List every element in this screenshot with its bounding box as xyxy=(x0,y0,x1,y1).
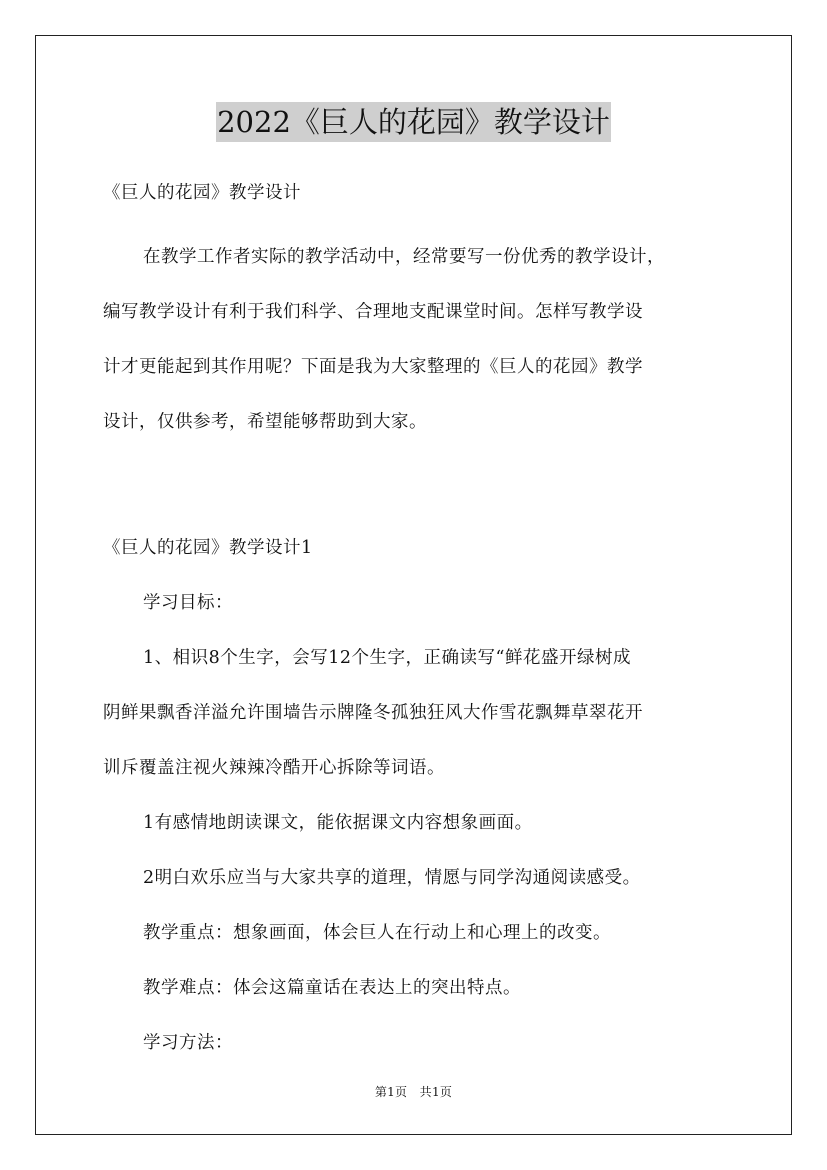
spacer xyxy=(103,450,743,521)
goal-1-line: 阴鲜果飘香洋溢允许围墙告示牌隆冬孤独狂风大作雪花飘舞草翠花开 xyxy=(103,703,643,723)
goal-1 xyxy=(103,631,743,796)
title-container xyxy=(0,102,827,142)
section-heading: 《巨人的花园》教学设计1 xyxy=(103,538,313,558)
goals-label: 学习目标： xyxy=(143,593,233,613)
intro-line: 设计，仅供参考，希望能够帮助到大家。 xyxy=(103,412,427,432)
intro-paragraph xyxy=(103,230,743,450)
document-title: 2022《巨人的花园》教学设计 xyxy=(216,102,611,142)
intro-line: 计才更能起到其作用呢？下面是我为大家整理的《巨人的花园》教学 xyxy=(103,357,643,377)
goal-3: 2明白欢乐应当与大家共享的道理，情愿与同学沟通阅读感受。 xyxy=(143,868,641,888)
key-point: 教学重点：想象画面，体会巨人在行动上和心理上的改变。 xyxy=(143,923,611,943)
document-body xyxy=(103,174,743,1071)
goal-1-line: 训斥覆盖注视火辣辣冷酷开心拆除等词语。 xyxy=(103,758,445,778)
intro-line: 在教学工作者实际的教学活动中，经常要写一份优秀的教学设计， xyxy=(143,247,665,267)
goal-1-line: 1、相识8个生字，会写12个生字，正确读写“鲜花盛开绿树成 xyxy=(143,648,631,668)
page-number: 第1页 共1页 xyxy=(374,1085,453,1099)
methods-label: 学习方法： xyxy=(143,1033,233,1053)
goal-2: 1有感情地朗读课文，能依据课文内容想象画面。 xyxy=(143,813,533,833)
difficulty: 教学难点：体会这篇童话在表达上的突出特点。 xyxy=(143,978,521,998)
page-footer xyxy=(0,1083,827,1100)
intro-heading: 《巨人的花园》教学设计 xyxy=(103,183,301,203)
intro-line: 编写教学设计有利于我们科学、合理地支配课堂时间。怎样写教学设 xyxy=(103,302,643,322)
